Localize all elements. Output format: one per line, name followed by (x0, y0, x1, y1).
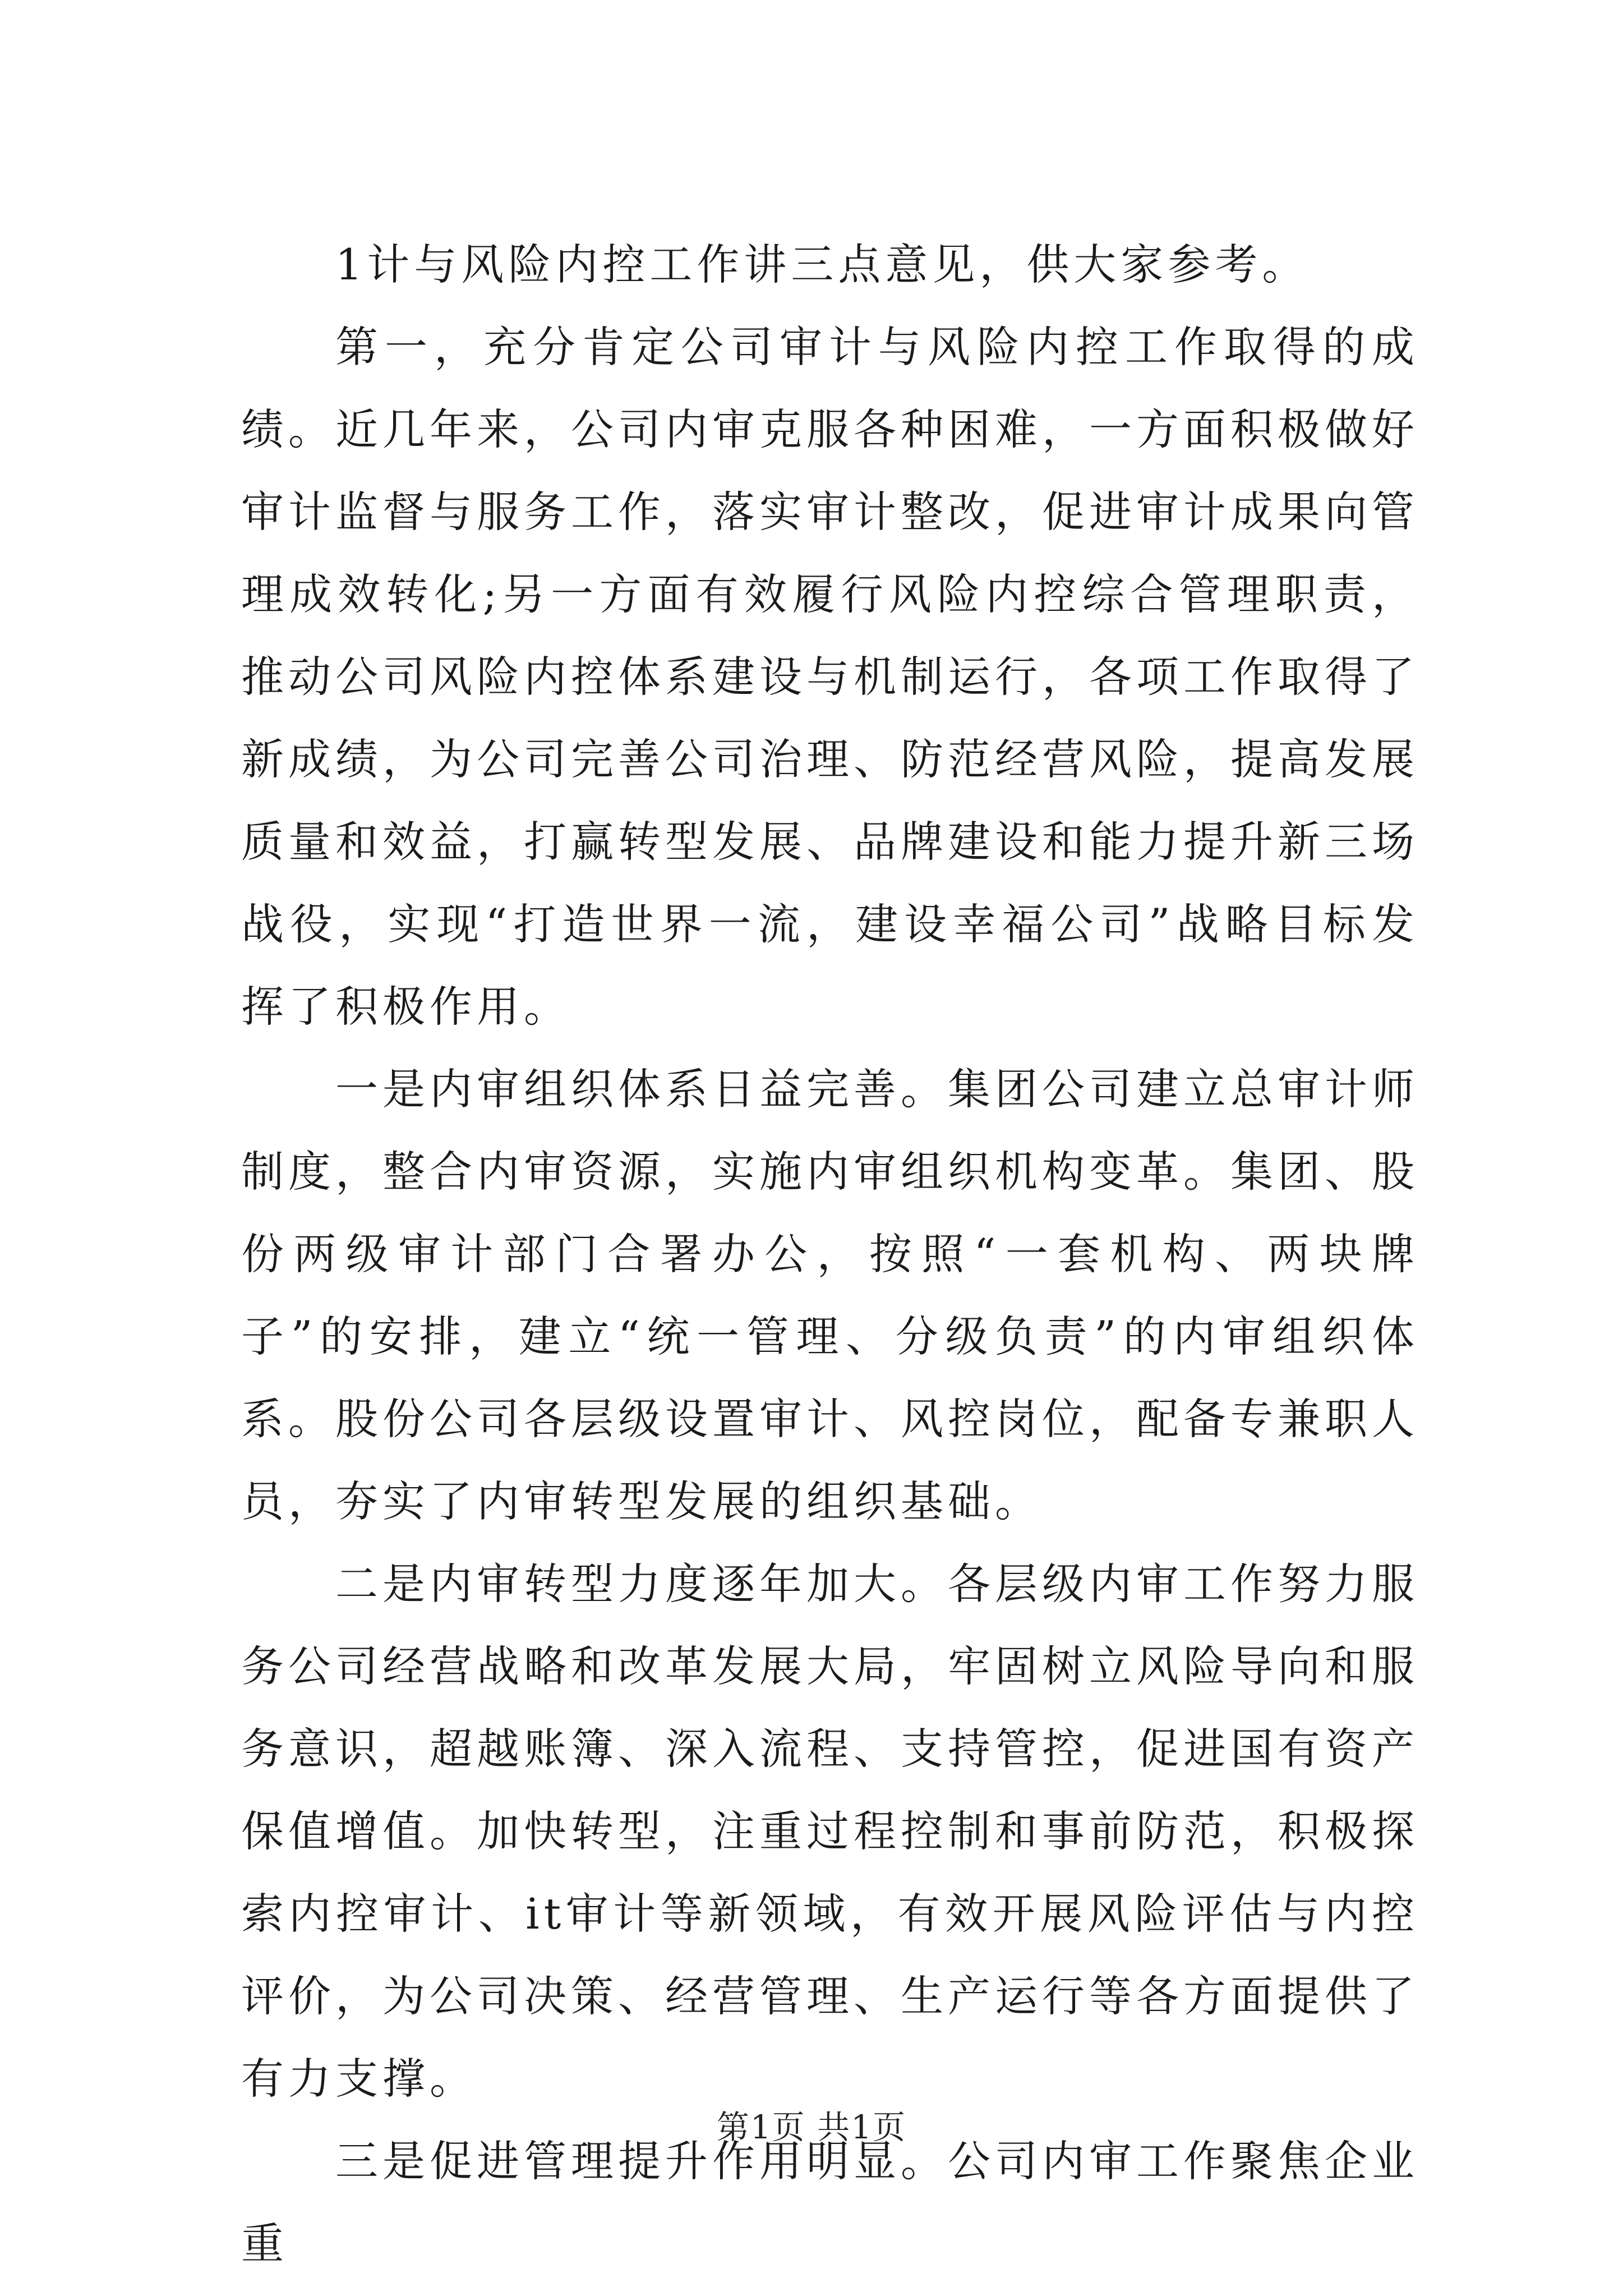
paragraph-management-improvement: 三是促进管理提升作用明显。公司内审工作聚焦企业重 (241, 2136, 1419, 2269)
paragraph-intro: 1计与风险内控工作讲三点意见，供大家参考。 (335, 240, 1310, 289)
paragraph-first-point: 第一，充分肯定公司审计与风险内控工作取得的成绩。近几年来，公司内审克服各种困难，一方面积极做好审计监督与服务工作，落实审计整改，促进审计成果向管理成效转化;另一方面有效履行风险内控综合管理职责，推动公司风险内控体系建设与机制运行，各项工作取得了新成绩，为公司完善公司治理、防范经营风险，提高发展质量和效益，打赢转型发展、品牌建设和能力提升新三场战役，实现“打造世界一流，建设幸福公司”战略目标发挥了积极作用。 (241, 322, 1419, 1032)
document-body (241, 223, 1419, 2285)
paragraph-audit-transformation: 二是内审转型力度逐年加大。各层级内审工作努力服务公司经营战略和改革发展大局，牢固树立风险导向和服务意识，超越账簿、深入流程、支持管控，促进国有资产保值增值。加快转型，注重过程控制和事前防范，积极探索内控审计、it审计等新领域，有效开展风险评估与内控评价，为公司决策、经营管理、生产运行等各方面提供了有力支撑。 (241, 1559, 1419, 2104)
page-footer: 第1页 共1页 (716, 2108, 907, 2146)
paragraph-internal-audit-system: 一是内审组织体系日益完善。集团公司建立总审计师制度，整合内审资源，实施内审组织机构变革。集团、股份两级审计部门合署办公，按照“一套机构、两块牌子”的安排，建立“统一管理、分级负责”的内审组织体系。股份公司各层级设置审计、风控岗位，配备专兼职人员，夯实了内审转型发展的组织基础。 (241, 1064, 1419, 1526)
